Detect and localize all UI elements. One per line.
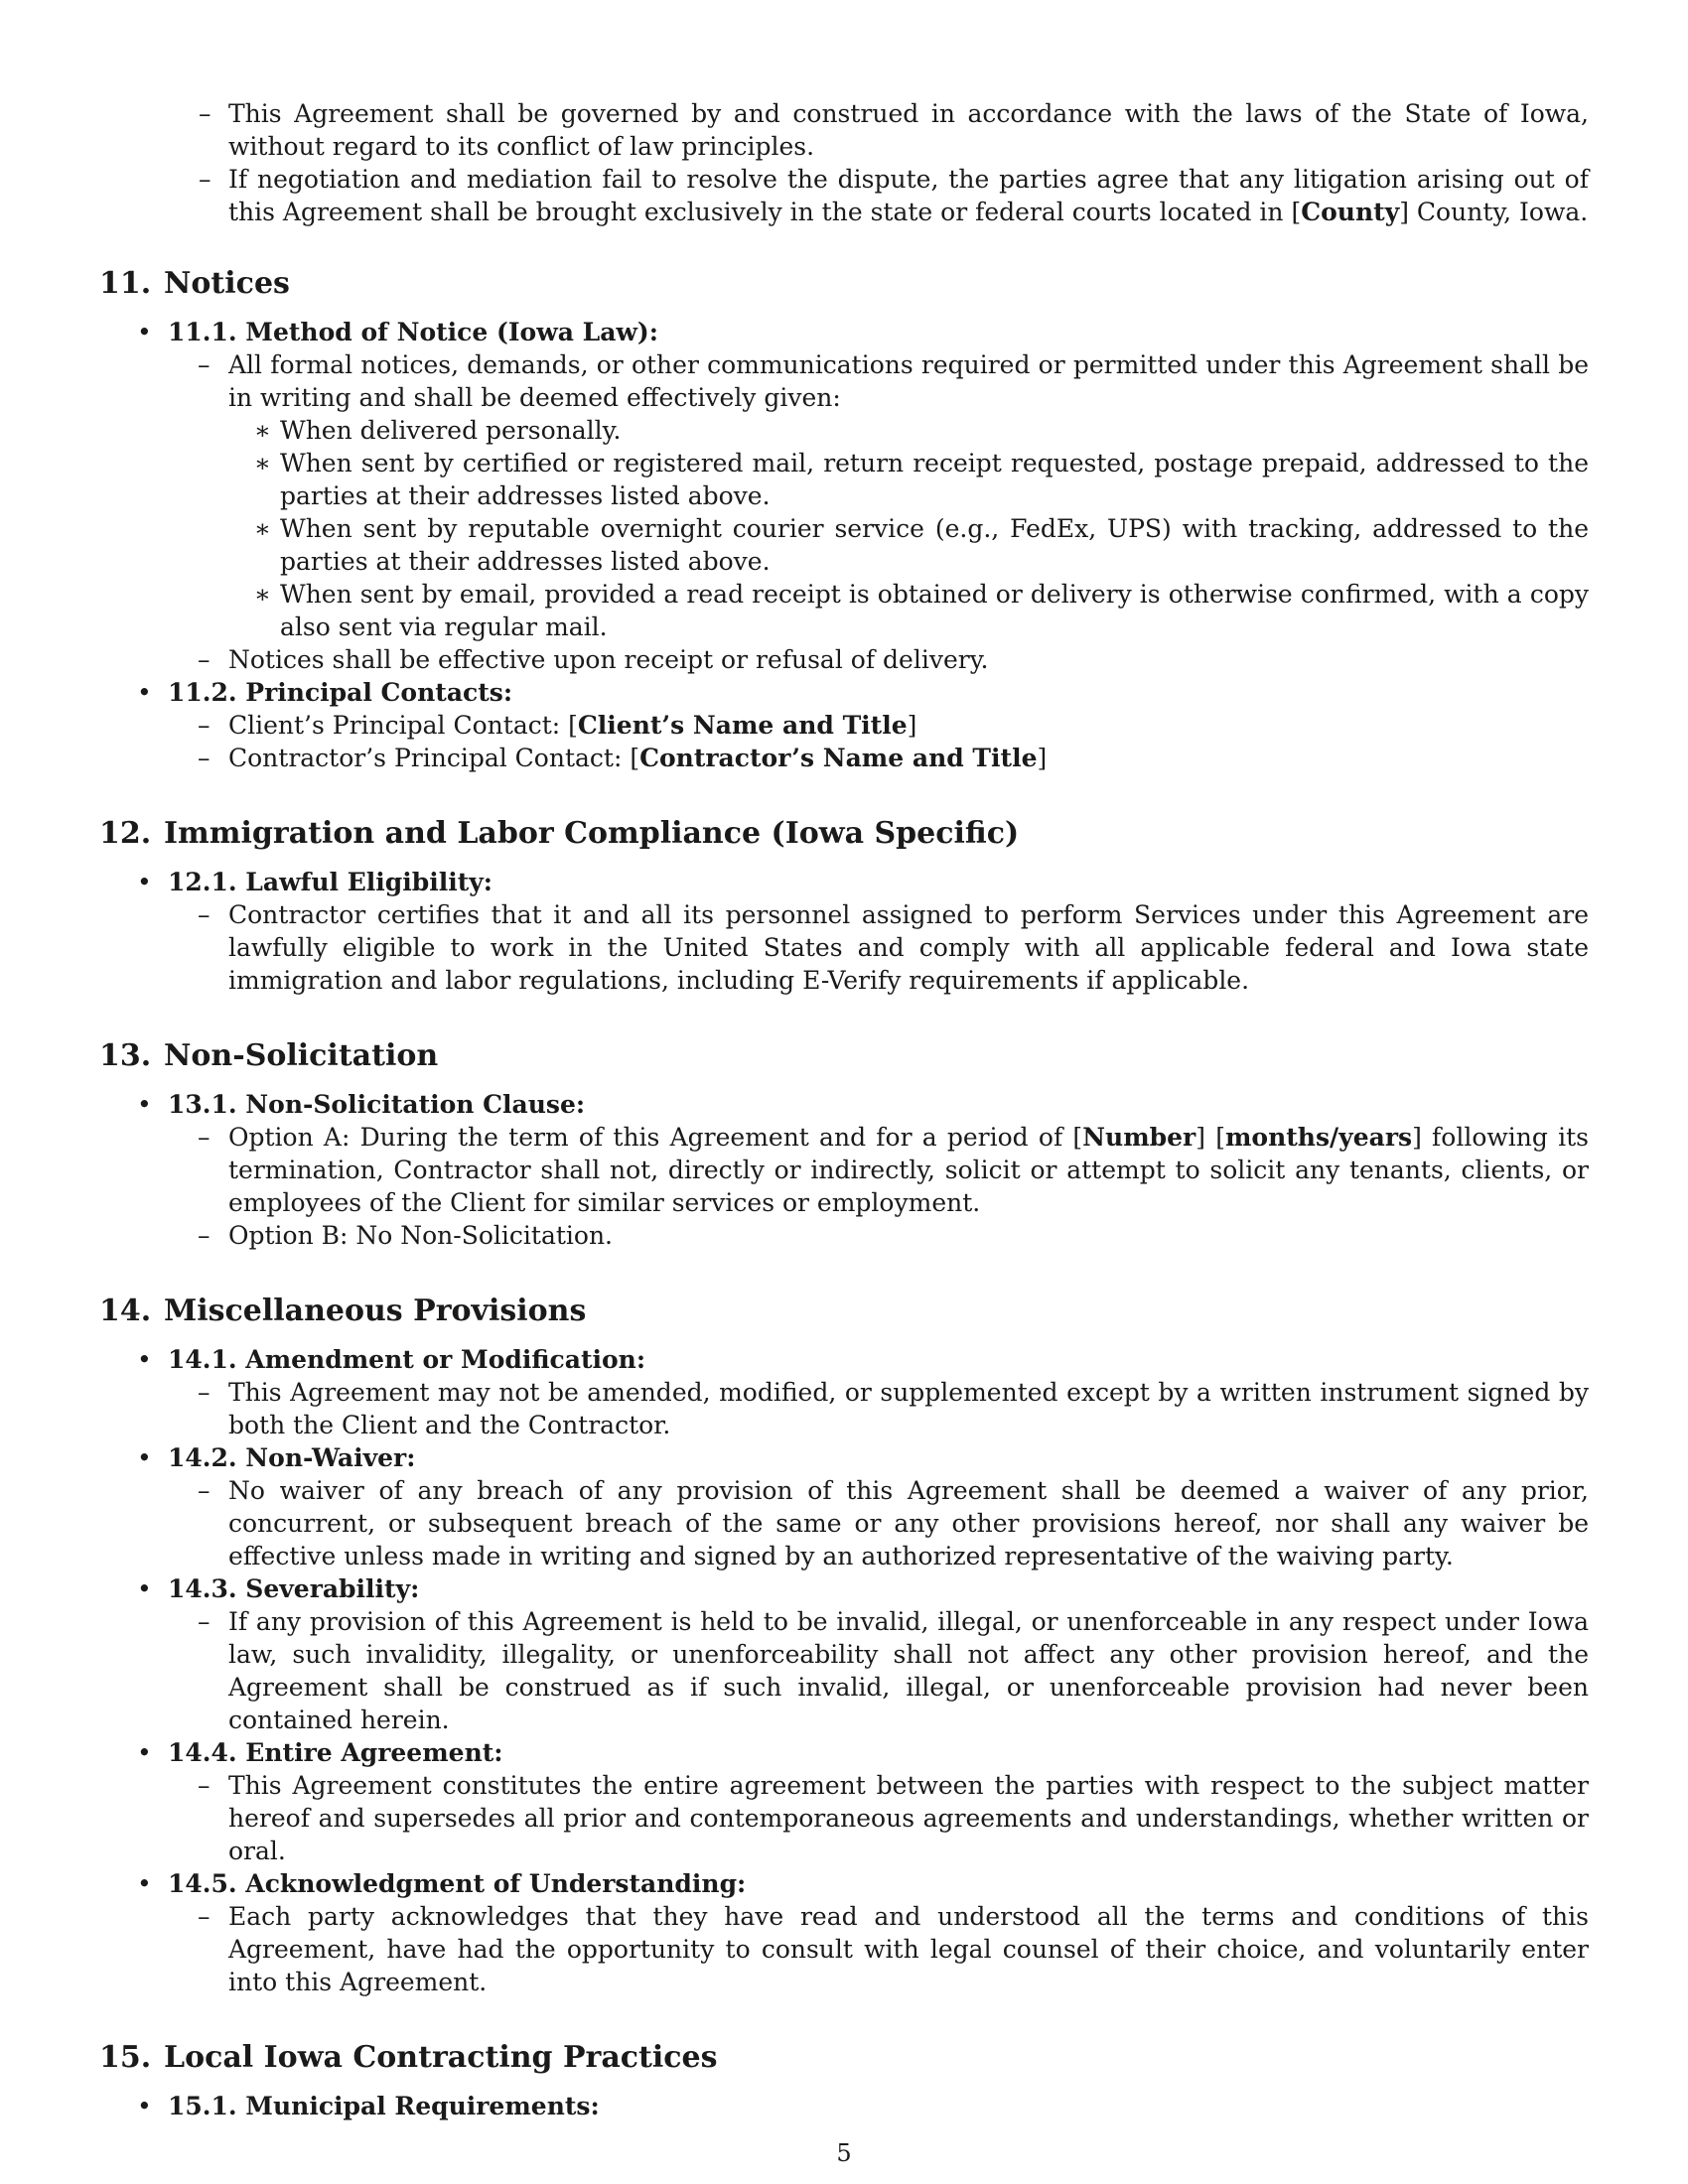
placeholder-client-name: Client’s Name and Title: [577, 711, 908, 740]
list-item: – This Agreement constitutes the entire agreement between the parties with respect to the subject matter hereof and supersedes all prior and contemporaneous agreements and understandings, whether written or oral.: [168, 1769, 1589, 1867]
subsection-list: [99, 2090, 1589, 2122]
sub-item: ∗ When delivered personally.: [228, 414, 1589, 447]
section-11: [99, 266, 1589, 774]
list-item: [168, 1121, 1589, 1219]
item-list: [168, 1605, 1589, 1736]
item-list: [168, 1900, 1589, 1998]
list-item: [168, 709, 1589, 742]
item-list: [168, 348, 1589, 676]
list-item: – Each party acknowledges that they have read and understood all the terms and conditions of this Agreement, have had the opportunity to consult with legal counsel of their choice, and voluntarily enter into this Agreement.: [168, 1900, 1589, 1998]
section-title: Notices: [164, 266, 290, 301]
sub-item: ∗ When sent by reputable overnight courier service (e.g., FedEx, UPS) with tracking, addressed to the parties at their addresses listed above.: [228, 512, 1589, 578]
subsection: [99, 1441, 1589, 1572]
section-title: Non-Solicitation: [164, 1038, 439, 1073]
sub-item: ∗ When sent by email, provided a read receipt is obtained or delivery is otherwise confirmed, with a copy also sent via regular mail.: [228, 578, 1589, 643]
item-text: Contractor’s Principal Contact: [: [228, 744, 640, 772]
subsection: [99, 866, 1589, 997]
bracket: ]: [907, 711, 917, 740]
subsection-label: • 13.1. Non-Solicitation Clause:: [168, 1090, 586, 1119]
bracket: ]: [1399, 198, 1409, 226]
item-text: County, Iowa.: [1408, 198, 1589, 226]
section-number: 13.: [99, 1038, 152, 1073]
subsection-label: • 14.1. Amendment or Modification:: [168, 1345, 646, 1374]
subsection: [99, 1736, 1589, 1867]
list-item: – Option B: No Non-Solicitation.: [168, 1219, 1589, 1252]
section-12: [99, 816, 1589, 997]
item-text: ] following its termination, Contractor shall not, directly or indirectly, solicit or attempt to solicit any tenants, clients, or employees of the Client for similar services or employment.: [228, 1123, 1589, 1217]
placeholder-number: Number: [1082, 1123, 1196, 1152]
subsection-list: [99, 1088, 1589, 1252]
section-title: Miscellaneous Provisions: [164, 1294, 587, 1328]
sub-item-list: [228, 414, 1589, 643]
list-item: – This Agreement shall be governed by and construed in accordance with the laws of the State of Iowa, without regard to its conflict of law principles.: [99, 97, 1589, 163]
page-content: [99, 97, 1589, 2122]
subsection: [99, 676, 1589, 774]
section-heading: [99, 1038, 1589, 1074]
item-list: [168, 1121, 1589, 1252]
placeholder-contractor-name: Contractor’s Name and Title: [639, 744, 1038, 772]
bracket: [: [1291, 198, 1302, 226]
item-list: [168, 1769, 1589, 1867]
subsection: [99, 2090, 1589, 2122]
item-text: Option A: During the term of this Agreement and for a period of [: [228, 1123, 1083, 1152]
section-title: Local Iowa Contracting Practices: [164, 2040, 718, 2075]
section-heading: [99, 2040, 1589, 2076]
subsection: [99, 1088, 1589, 1252]
item-text: If negotiation and mediation fail to resolve the dispute, the parties agree that any litigation arising out of this Agreement shall be brought exclusively in the state or federal courts located in: [228, 165, 1589, 226]
page-number: 5: [836, 2139, 852, 2167]
list-item: – Contractor certifies that it and all its personnel assigned to perform Services under this Agreement are lawfully eligible to work in the United States and comply with all applicable federal and Iowa state immigration and labor regulations, including E-Verify requirements if applicable.: [168, 898, 1589, 997]
subsection-label: • 11.1. Method of Notice (Iowa Law):: [168, 318, 658, 346]
subsection-list: [99, 866, 1589, 997]
placeholder-months-years: months/years: [1224, 1123, 1413, 1152]
section-number: 12.: [99, 816, 152, 851]
subsection-list: [99, 316, 1589, 774]
section-heading: [99, 1294, 1589, 1329]
subsection: [99, 1343, 1589, 1441]
section-15: [99, 2040, 1589, 2122]
subsection-label: • 14.3. Severability:: [168, 1574, 420, 1603]
item-list: [168, 709, 1589, 774]
section-heading: [99, 266, 1589, 302]
subsection-label: • 12.1. Lawful Eligibility:: [168, 868, 493, 896]
subsection: [99, 1572, 1589, 1736]
item-list: [168, 898, 1589, 997]
placeholder-county: County: [1301, 198, 1400, 226]
section-number: 11.: [99, 266, 152, 301]
item-list: [168, 1474, 1589, 1572]
list-item: – If any provision of this Agreement is held to be invalid, illegal, or unenforceable in any respect under Iowa law, such invalidity, illegality, or unenforceability shall not affect any other provision hereof, and the Agreement shall be construed as if such invalid, illegal, or unenforceable provision had never been contained herein.: [168, 1605, 1589, 1736]
list-item: [168, 742, 1589, 774]
list-item: – No waiver of any breach of any provision of this Agreement shall be deemed a waiver of any prior, concurrent, or subsequent breach of the same or any other provisions hereof, nor shall any waiver be effective unless made in writing and signed by an authorized representative of the waiving party.: [168, 1474, 1589, 1572]
section-14: [99, 1294, 1589, 1998]
subsection: [99, 316, 1589, 676]
list-item: [99, 163, 1589, 228]
bracket: ]: [1037, 744, 1048, 772]
item-text: Client’s Principal Contact: [: [228, 711, 578, 740]
item-list: [168, 1376, 1589, 1441]
subsection-list: [99, 1343, 1589, 1998]
list-item: – Notices shall be effective upon receipt or refusal of delivery.: [168, 643, 1589, 676]
section-heading: [99, 816, 1589, 852]
sub-item: ∗ When sent by certified or registered mail, return receipt requested, postage prepaid, addressed to the parties at their addresses listed above.: [228, 447, 1589, 512]
subsection-label: • 14.2. Non-Waiver:: [168, 1443, 416, 1472]
section-number: 15.: [99, 2040, 152, 2075]
subsection: [99, 1867, 1589, 1998]
subsection-label: • 11.2. Principal Contacts:: [168, 678, 513, 707]
subsection-label: • 14.4. Entire Agreement:: [168, 1738, 503, 1767]
list-item: [168, 348, 1589, 643]
item-text: All formal notices, demands, or other communications required or permitted under this Agreement shall be in writing and shall be deemed effectively given:: [228, 350, 1589, 412]
subsection-label: • 15.1. Municipal Requirements:: [168, 2092, 600, 2120]
subsection-label: • 14.5. Acknowledgment of Understanding:: [168, 1869, 747, 1898]
list-item: – This Agreement may not be amended, modified, or supplemented except by a written instrument signed by both the Client and the Contractor.: [168, 1376, 1589, 1441]
section-13: [99, 1038, 1589, 1252]
bracket: ] [: [1196, 1123, 1225, 1152]
section-title: Immigration and Labor Compliance (Iowa Specific): [164, 816, 1020, 851]
continued-list: [99, 97, 1589, 228]
section-number: 14.: [99, 1294, 152, 1328]
